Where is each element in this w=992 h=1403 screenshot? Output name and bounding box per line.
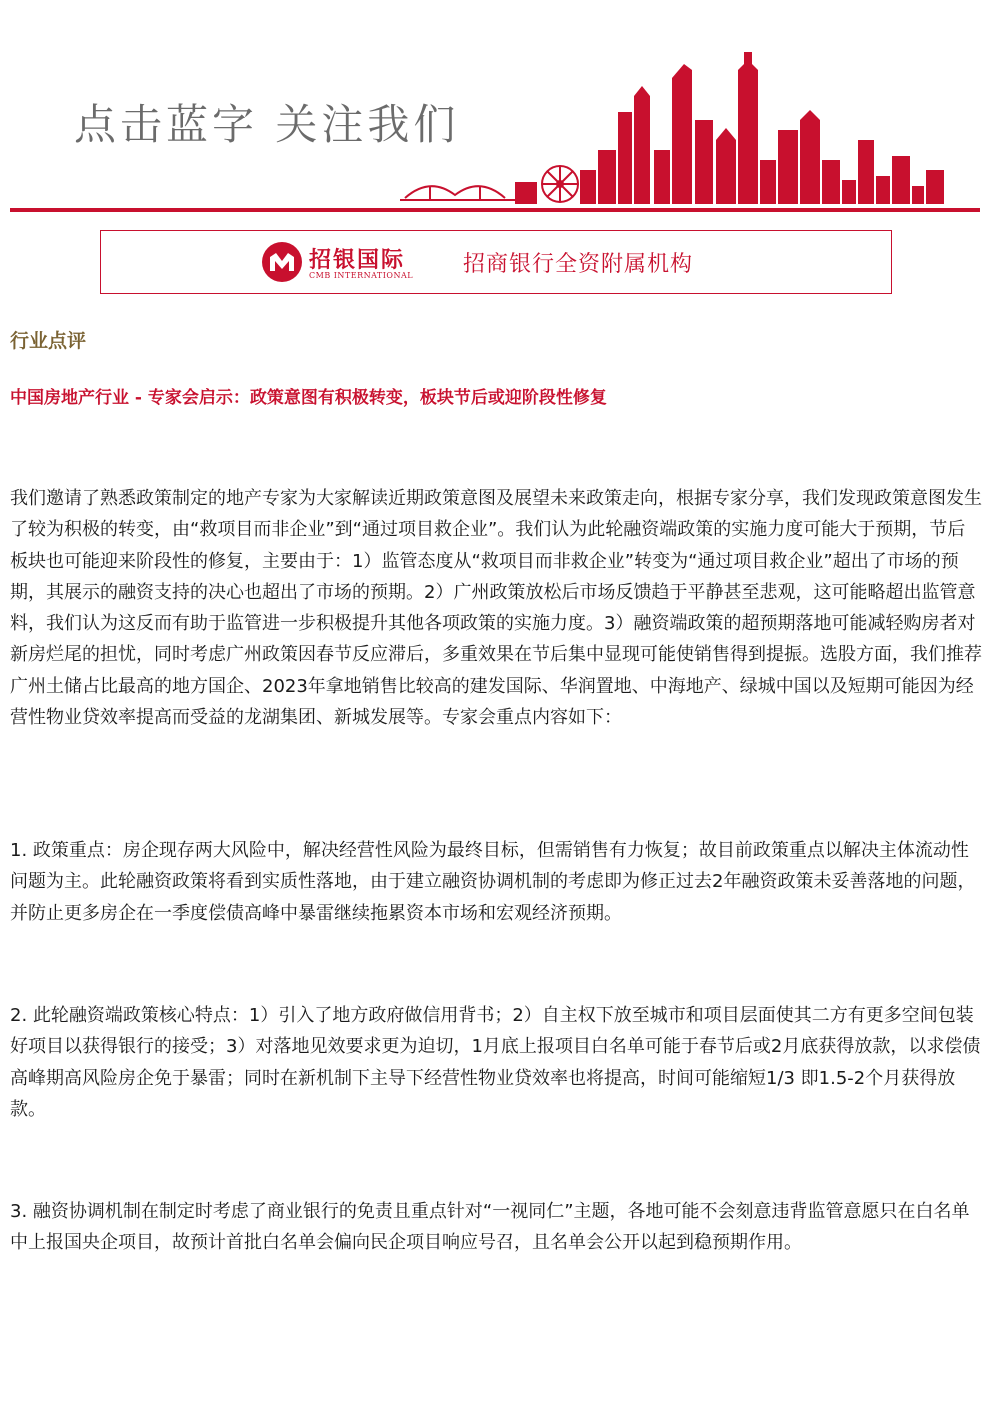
article-paragraph-point-1: 1. 政策重点：房企现存两大风险中，解决经营性风险为最终目标，但需销售有力恢复；故目前政策重点以解决主体流动性问题为主。此轮融资政策将看到实质性落地，由于建立融资协调机制的考虑即为修正过去2年融资政策未妥善落地的问题，并防止更多房企在一季度偿债高峰中暴雷继续拖累资本市场和宏观经济预期。 xyxy=(10,840,976,924)
section-label: 行业点评 xyxy=(10,330,87,352)
article-title: 中国房地产行业 - 专家会启示：政策意图有积极转变，板块节后或迎阶段性修复 xyxy=(10,388,607,408)
brand-name-en: CMB INTERNATIONAL xyxy=(309,271,414,280)
skyline-buildings xyxy=(515,52,944,204)
article-paragraph-point-2: 2. 此轮融资端政策核心特点：1）引入了地方政府做信用背书；2）自主权下放至城市和项目层面使其二方有更多空间包装好项目以获得银行的接受；3）对落地见效要求更为迫切，1月底上报项目白名单可能于春节后或2月底获得放款，以求偿债高峰期高风险房企免于暴雷；同时在新机制下主导下经营性物业贷效率也将提高，时间可能缩短1/3 即1.5-2个月获得放款。 xyxy=(10,1005,981,1120)
city-skyline-banner xyxy=(0,0,992,215)
brand-banner xyxy=(100,230,892,294)
cmb-logo-icon xyxy=(261,241,303,283)
brand-name-cn: 招银国际 xyxy=(309,247,406,273)
page-header xyxy=(0,0,992,215)
brand-tagline: 招商银行全资附属机构 xyxy=(463,252,694,277)
bridge-icon xyxy=(400,186,515,200)
article-paragraph-intro: 我们邀请了熟悉政策制定的地产专家为大家解读近期政策意图及展望未来政策走向，根据专家分享，我们发现政策意图发生了较为积极的转变，由“救项目而非企业”到“通过项目救企业”。我们认为此轮融资端政策的实施力度可能大于预期，节后板块也可能迎来阶段性的修复，主要由于：1）监管态度从“救项目而非救企业”转变为“通过项目救企业”超出了市场的预期，其展示的融资支持的决心也超出了市场的预期。2）广州政策放松后市场反馈趋于平静甚至悲观，这可能略超出监管意料，我们认为这反而有助于监管进一步积极提升其他各项政策的实施力度。3）融资端政策的超预期落地可能减轻购房者对新房烂尾的担忧，同时考虑广州政策因春节反应滞后，多重效果在节后集中显现可能使销售得到提振。选股方面，我们推荐广州土储占比最高的地方国企、2023年拿地销售比较高的建发国际、华润置地、中海地产、绿城中国以及短期可能因为经营性物业贷效率提高而受益的龙湖集团、新城发展等。专家会重点内容如下： xyxy=(10,488,982,729)
ferris-wheel-icon xyxy=(542,166,578,202)
header-divider-line xyxy=(10,208,980,212)
article-paragraph-point-3: 3. 融资协调机制在制定时考虑了商业银行的免责且重点针对“一视同仁”主题，各地可能不会刻意违背监管意愿只在白名单中上报国央企项目，故预计首批白名单会偏向民企项目响应号召，且名单会公开以起到稳预期作用。 xyxy=(10,1201,970,1254)
follow-us-slogan[interactable]: 点击蓝字 关注我们 xyxy=(74,100,460,149)
